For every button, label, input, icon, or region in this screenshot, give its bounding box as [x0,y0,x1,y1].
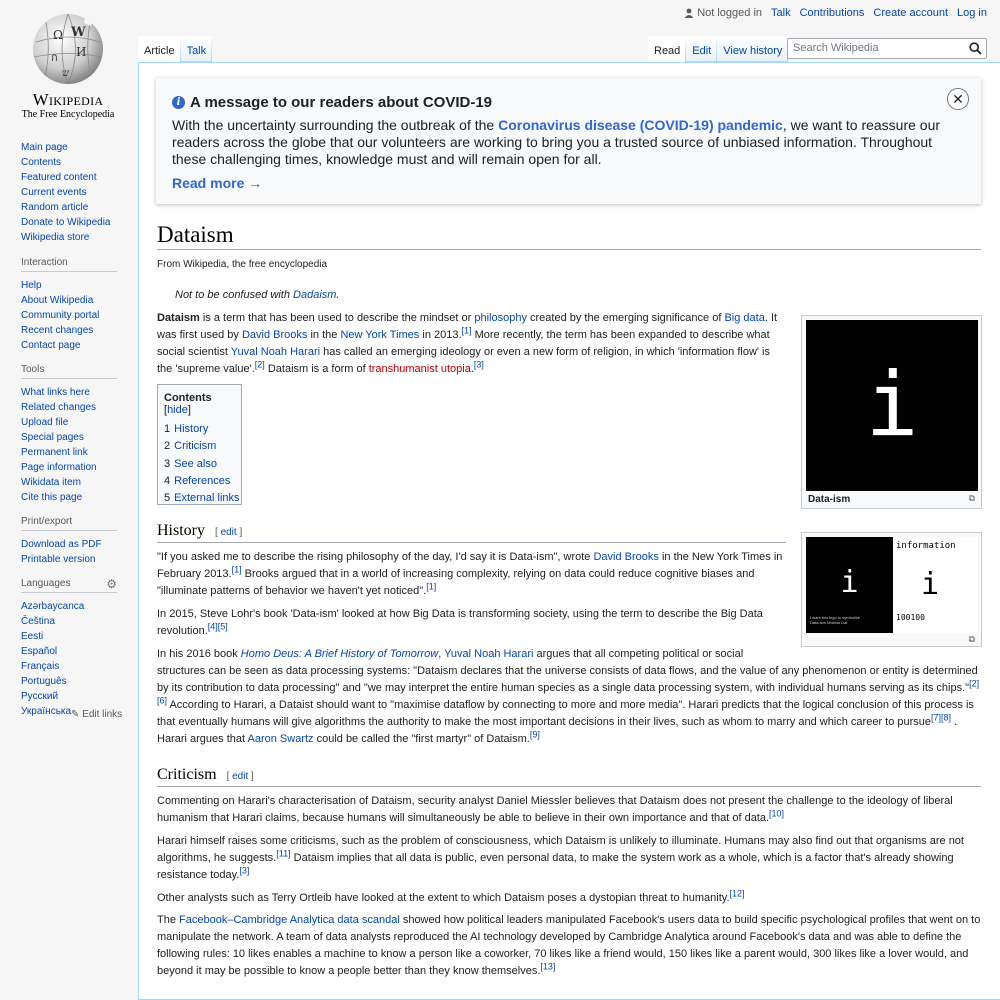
sidebar-item-about[interactable]: About Wikipedia [21,295,94,306]
language-link[interactable]: Eesti [21,631,44,642]
print-heading: Print/export [21,516,117,531]
toc-hide-link[interactable]: hide [167,404,188,416]
pencil-icon: ✎ [71,709,80,720]
criticism-paragraph-2: Harari himself raises some criticisms, such as the problem of consciousness, which Dataism is unlikely to illuminate. Humans may also find out that organisms are not algorithms, he suggests.[11] Dataism implies that all data is public, even personal data, to make the system work as a whole, which is a factor that's already showing resistance today.[3] [157,835,964,881]
history-paragraph-2: In 2015, Steve Lohr's book 'Data-ism' looked at how Big Data is transforming society, using the term to describe the Big Data revolution.[4][5] [157,608,763,637]
sidebar-item-page-information[interactable]: Page information [21,462,97,473]
log-in-link[interactable]: Log in [957,7,987,19]
sidebar-item-contact[interactable]: Contact page [21,340,81,351]
interaction-portal [21,257,138,353]
tab-talk[interactable]: Talk [181,36,213,62]
magnify-icon[interactable]: ⧉ [968,634,975,644]
thumb-caption: Data-ism [808,494,851,505]
lead-paragraph: Dataism is a term that has been used to describe the mindset or philosophy created by the emerging significance of Big data. It was first used by David Brooks in the New York Times in 2013.[1] More recently, the term has been expanded to describe what social scientist Yuval Noah Harari has called an emerging ideology or even a new form of religion, in which 'information flow' is the 'supreme value'.[2] Dataism is a form of transhumanist utopia.[3] [157,312,778,375]
link-cambridge-analytica[interactable]: Facebook–Cambridge Analytica data scandal [179,914,400,926]
user-icon [684,8,694,18]
link-big-data[interactable]: Big data [724,312,765,324]
link-nyt[interactable]: New York Times [340,329,420,341]
read-more-link[interactable]: Read more → [172,175,263,191]
thumbnail-data-ism-logo [801,532,982,647]
sidebar-item-what-links-here[interactable]: What links here [21,387,90,398]
sidebar-item-cite-this-page[interactable]: Cite this page [21,492,83,503]
not-logged-in: Not logged in [684,7,762,19]
svg-text:ก: ก [51,51,58,64]
toc-item-criticism[interactable]: 2 Criticism [164,440,217,453]
search-placeholder: Search Wikipedia [793,42,879,54]
toc-item-external-links[interactable]: 5 External links [164,492,240,505]
tab-article[interactable]: Article [138,36,181,62]
tab-read[interactable]: Read [648,36,686,62]
talk-link[interactable]: Talk [771,7,791,19]
hatnote: Not to be confused with Dadaism. [175,289,340,301]
link-philosophy[interactable]: philosophy [474,312,527,324]
logo-tagline: The Free Encyclopedia [21,109,115,120]
section-heading-history: History [ edit ] [157,522,786,543]
sidebar-item-current-events[interactable]: Current events [21,187,87,198]
sidebar-item-related-changes[interactable]: Related changes [21,402,97,413]
history-paragraph-3: In his 2016 book Homo Deus: A Brief History of Tomorrow, Yuval Noah Harari argues that all competing political or social structures can be seen as data processing systems: "Dataism declares that the universe consists of data flows, and the value of any phenomenon or entity is determined by its contribution to data processing" and "we may interpret the entire human species as a single data processing system, with individual humans serving as its chips."[2][6] According to Harari, a Dataist should want to "maximise dataflow by connecting to more and more media". Harari predicts that the logical conclusion of this process is that eventually humans will give algorithms the authority to make the most important decisions in their lives, such as whom to marry and which career to pursue[7][8] . Harari argues that Aaron Swartz could be called the "first martyr" of Dataism.[9] [157,648,980,745]
table-of-contents [157,384,242,505]
toc-item-see-also[interactable]: 3 See also [164,457,217,470]
tab-edit[interactable]: Edit [686,36,717,62]
navigation-portal [21,140,138,245]
sidebar-item-help[interactable]: Help [21,280,42,291]
svg-text:ש: ש [62,68,70,79]
sidebar-item-community-portal[interactable]: Community portal [21,310,100,321]
language-link[interactable]: Azərbaycanca [21,601,85,612]
banner-text: With the uncertainty surrounding the outbreak of the Coronavirus disease (COVID-19) pandemic, we want to reassure our readers across the globe that our volunteers are working to bring you a trusted source of unbiased information. Throughout these challenging times, knowledge must and will remain open for all. [172,117,941,167]
sidebar-item-recent-changes[interactable]: Recent changes [21,325,94,336]
personal-tools [684,7,987,19]
sidebar-item-donate[interactable]: Donate to Wikipedia [21,217,111,228]
data-ism-image[interactable]: i [806,320,978,491]
toc-item-references[interactable]: 4 References [164,474,231,487]
logo-wordmark: Wikipedia [32,90,104,109]
edit-links[interactable]: ✎ Edit links [71,709,123,720]
magnify-icon[interactable]: ⧉ [968,493,975,503]
sidebar-item-contents[interactable]: Contents [21,157,62,168]
info-icon: i [172,96,185,109]
create-account-link[interactable]: Create account [873,7,949,19]
tools-heading: Tools [21,364,117,379]
tools-portal [21,364,138,505]
sidebar-item-wikidata-item[interactable]: Wikidata item [21,477,82,488]
language-link[interactable]: Čeština [21,616,55,627]
search-icon[interactable] [969,42,982,55]
link-harari[interactable]: Yuval Noah Harari [230,346,321,358]
interaction-heading: Interaction [21,257,117,272]
tab-view-history[interactable]: View history [717,36,788,62]
languages-portal [21,578,138,719]
sidebar-item-random-article[interactable]: Random article [21,202,89,213]
search-input[interactable] [787,38,987,59]
sidebar [0,140,138,730]
namespace-tabs [138,36,212,62]
link-david-brooks[interactable]: David Brooks [241,329,308,341]
sidebar-item-special-pages[interactable]: Special pages [21,432,84,443]
data-ism-logo-image[interactable]: i I want this logo to symbolize Data-ism Mobius Dat information i 100100 [806,537,978,633]
history-paragraph-1: "If you asked me to describe the rising philosophy of the day, I'd say it is Data-ism", wrote David Brooks in the New York Times in February 2013.[1] Brooks argued that in a world of increasing complexity, relying on data could reduce cognitive biases and "illuminate patterns of behavior we haven't yet noticed".[1] [157,551,783,597]
link-harari[interactable]: Yuval Noah Harari [444,648,534,660]
svg-text:Ω: Ω [53,28,63,42]
sidebar-item-printable-version[interactable]: Printable version [21,554,96,565]
toc-item-history[interactable]: 1 History [164,423,209,435]
language-link[interactable]: Français [21,661,60,672]
sidebar-item-permanent-link[interactable]: Permanent link [21,447,88,458]
link-homo-deus[interactable]: Homo Deus: A Brief History of Tomorrow [240,648,439,660]
sidebar-item-download-pdf[interactable]: Download as PDF [21,539,102,550]
criticism-paragraph-1: Commenting on Harari's characterisation of Dataism, security analyst Daniel Miessler believes that Dataism does not present the challenge to the ideology of liberal humanism that Harari claims, because humans will simultaneously be able to believe in their own importance and that of data.[10] [157,795,953,824]
language-link[interactable]: Español [21,646,58,657]
covid-banner [156,78,981,204]
link-transhumanist-utopia[interactable]: transhumanist utopia [368,363,471,375]
banner-covid-link[interactable]: Coronavirus disease (COVID-19) pandemic [498,117,783,133]
toc-title: Contents [hide] [164,392,212,416]
close-icon[interactable]: ✕ [947,88,969,110]
site-subtitle: From Wikipedia, the free encyclopedia [157,259,328,270]
svg-text:W: W [71,25,86,40]
criticism-paragraph-4: The Facebook–Cambridge Analytica data scandal showed how political leaders manipulated Facebook's users data to build specific psychological profiles that went on to manipulate the network. A team of data analysts reproduced the AI technology developed by Cambridge Analytica around Facebook's data and was able to define the following rules: 10 likes enables a machine to know a person like a coworker, 70 likes like a friend would, 150 likes like a parent would, 300 likes like a lover would, and beyond it may be possible to know a people better than they know themselves.[13] [157,914,981,977]
view-tabs [648,36,788,62]
banner-heading: i A message to our readers about COVID-19 [172,94,965,111]
link-david-brooks[interactable]: David Brooks [593,551,659,563]
link-aaron-swartz[interactable]: Aaron Swartz [247,733,314,745]
criticism-paragraph-3: Other analysts such as Terry Ortleib have looked at the extent to which Dataism poses a dystopian threat to humanity.[12] [157,888,745,904]
svg-text:И: И [76,45,87,59]
gear-icon[interactable]: ⚙ [106,577,117,591]
language-link[interactable]: Українська [21,706,72,717]
edit-section-criticism[interactable]: edit [232,771,249,782]
dadaism-link[interactable]: Dadaism [293,289,337,301]
languages-heading: Languages ⚙ [21,577,117,591]
wikipedia-logo[interactable] [18,8,118,123]
contributions-link[interactable]: Contributions [799,7,865,19]
language-link[interactable]: Русский [21,691,59,702]
edit-section-history[interactable]: edit [220,527,237,538]
sidebar-item-store[interactable]: Wikipedia store [21,232,90,243]
sidebar-item-upload-file[interactable]: Upload file [21,417,69,428]
language-link[interactable]: Português [21,676,67,687]
page-title: Dataism [157,222,981,250]
thumbnail-data-ism [801,315,982,509]
sidebar-item-main-page[interactable]: Main page [21,142,68,153]
print-portal [21,516,138,567]
section-heading-criticism: Criticism [ edit ] [157,766,981,787]
sidebar-item-featured-content[interactable]: Featured content [21,172,97,183]
puzzle-globe-icon [31,12,105,86]
